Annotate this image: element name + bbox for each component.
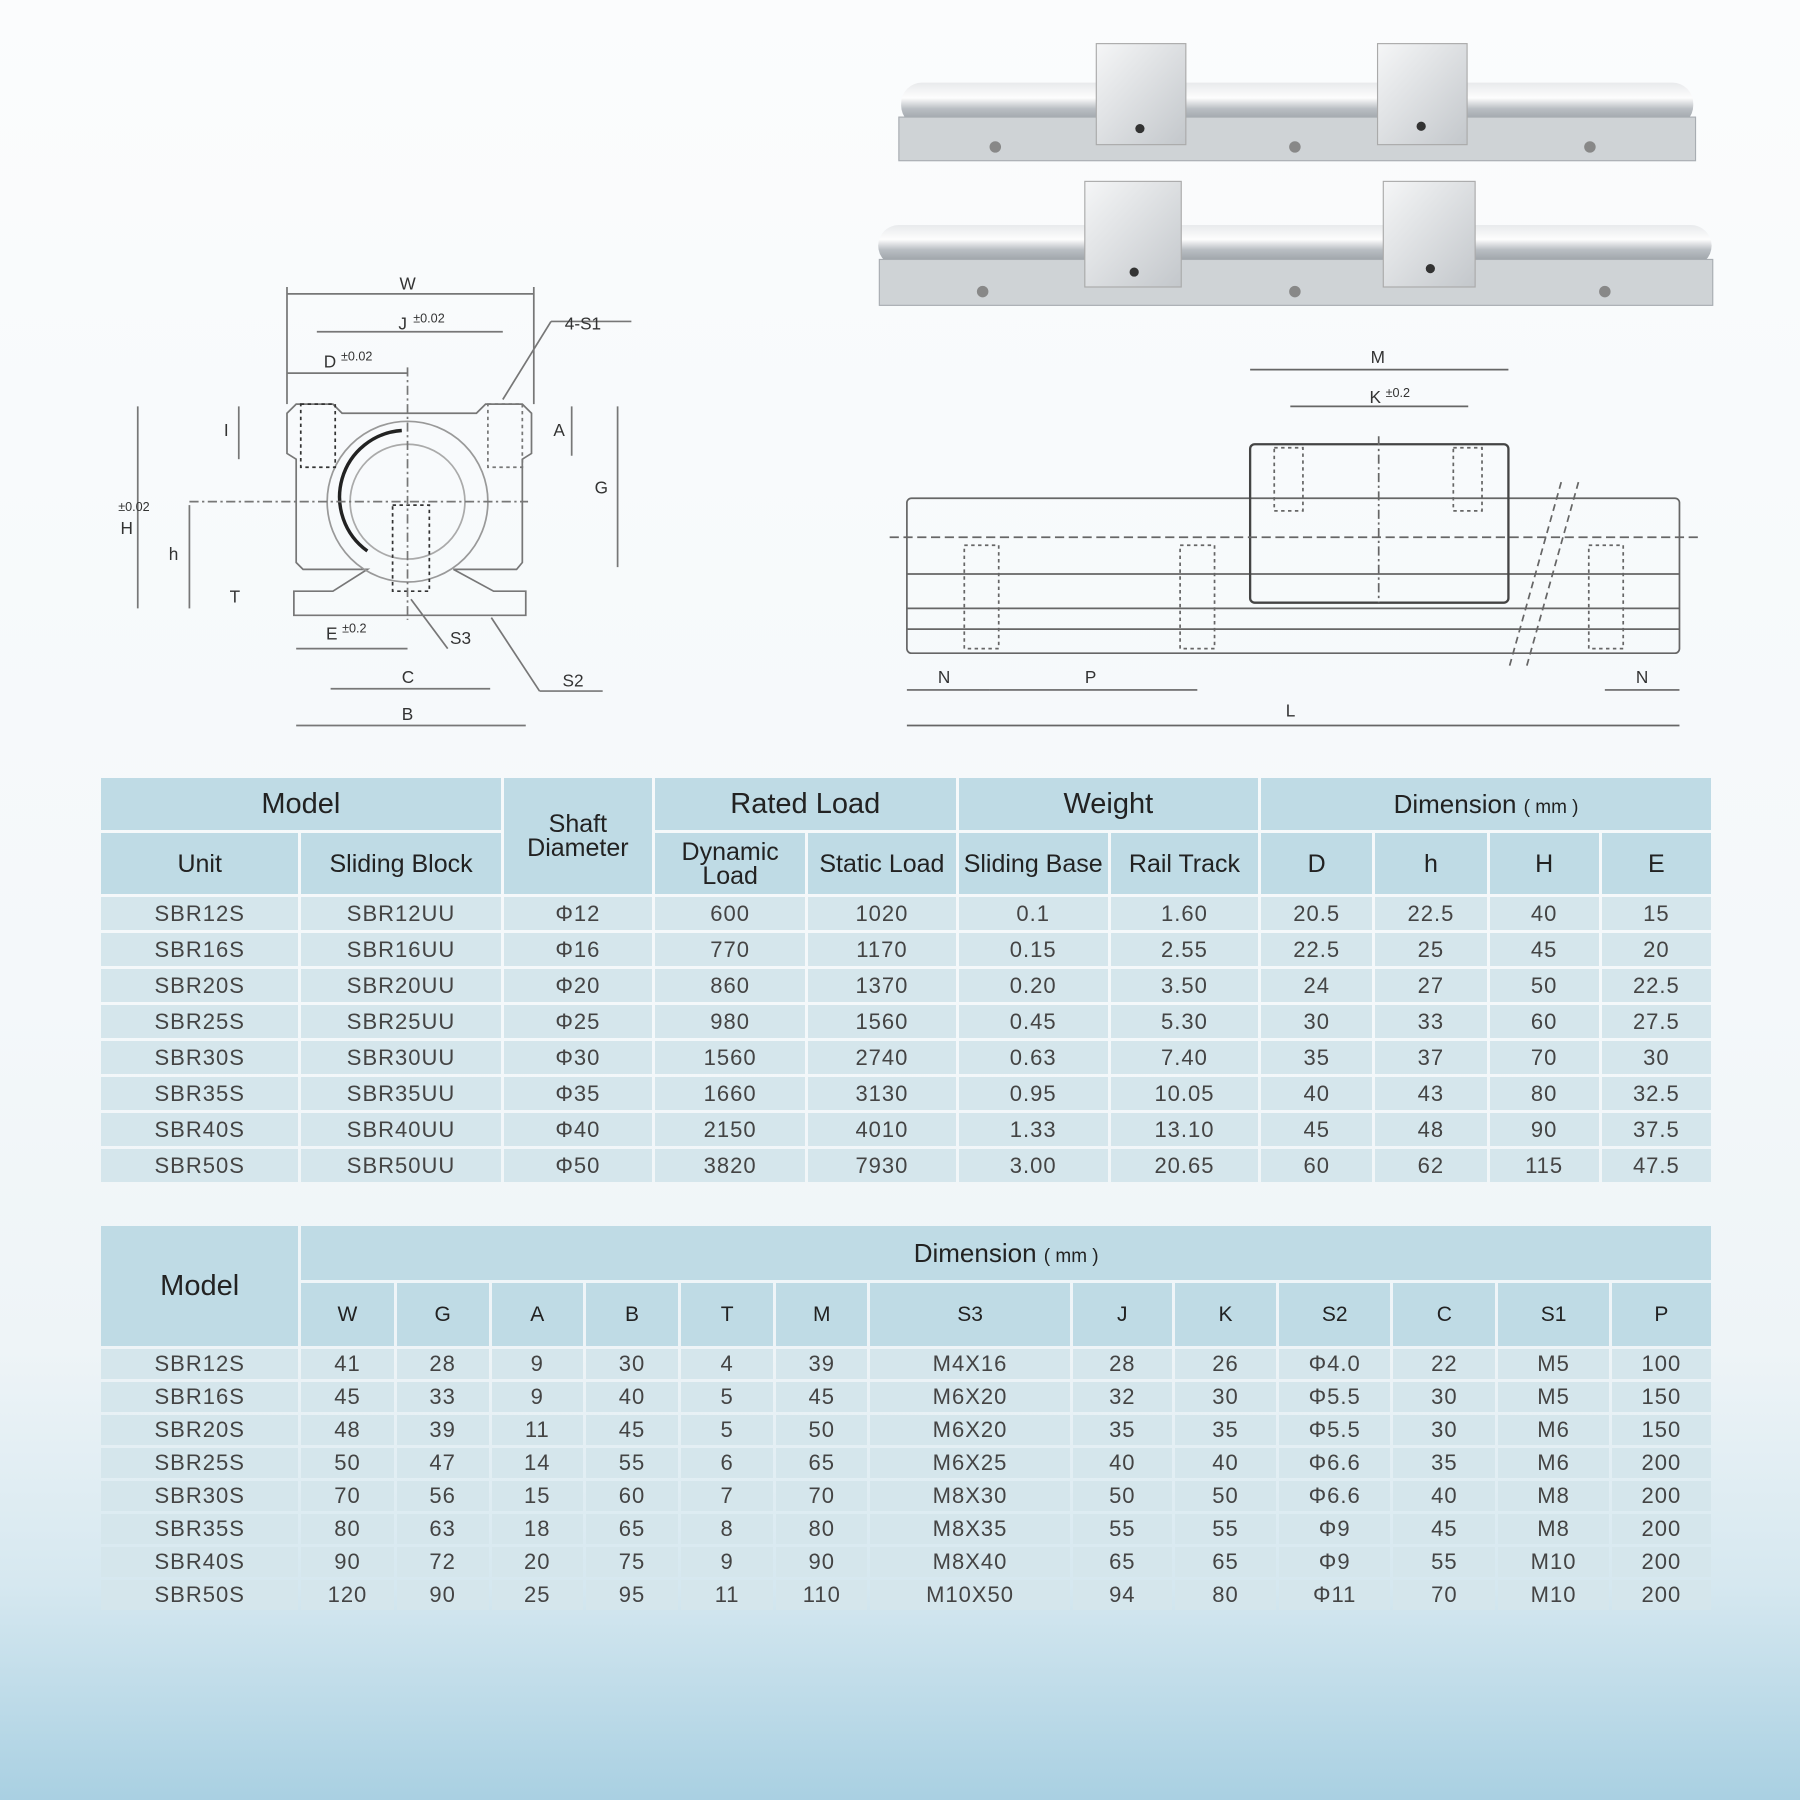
subheader-unit: Unit xyxy=(101,833,298,894)
svg-text:L: L xyxy=(1285,700,1296,721)
table-row xyxy=(101,1349,1711,1379)
table-cell: 150 xyxy=(1612,1382,1711,1412)
table-cell: 37.5 xyxy=(1602,1113,1711,1146)
table-cell: 28 xyxy=(1073,1349,1172,1379)
svg-text:A: A xyxy=(553,420,565,441)
table-cell: 8 xyxy=(681,1514,773,1544)
table-cell: SBR35S xyxy=(101,1514,298,1544)
table-cell: 980 xyxy=(655,1005,805,1038)
table-cell: 40 xyxy=(1175,1448,1276,1478)
table-cell: M8X30 xyxy=(870,1481,1069,1511)
table-cell: 43 xyxy=(1375,1077,1486,1110)
table-cell: 22.5 xyxy=(1375,897,1486,930)
table-cell: Φ5.5 xyxy=(1279,1415,1390,1445)
rail-assembly-bottom xyxy=(878,181,1713,305)
subheader-s3: S3 xyxy=(870,1283,1069,1346)
table-cell: SBR20S xyxy=(101,969,298,1002)
table-cell: SBR35S xyxy=(101,1077,298,1110)
table-cell: 200 xyxy=(1612,1514,1711,1544)
table-cell: 80 xyxy=(1175,1580,1276,1610)
table-cell: 3820 xyxy=(655,1149,805,1182)
table-cell: 72 xyxy=(397,1547,489,1577)
table-cell: 30 xyxy=(1393,1382,1495,1412)
table-cell: 1020 xyxy=(808,897,955,930)
table-cell: 26 xyxy=(1175,1349,1276,1379)
table-cell: 200 xyxy=(1612,1481,1711,1511)
table-cell: M8 xyxy=(1498,1514,1608,1544)
table-cell: 80 xyxy=(301,1514,393,1544)
subheader-s2: S2 xyxy=(1279,1283,1390,1346)
table-cell: 600 xyxy=(655,897,805,930)
subheader-h: H xyxy=(1490,833,1599,894)
svg-text:P: P xyxy=(1084,667,1097,688)
table-cell: 39 xyxy=(397,1415,489,1445)
subheader-b: B xyxy=(586,1283,678,1346)
table-cell: 60 xyxy=(1261,1149,1372,1182)
dimension-unit: ( mm ) xyxy=(1523,796,1579,818)
table-cell: M5 xyxy=(1498,1349,1608,1379)
table-cell: 50 xyxy=(301,1448,393,1478)
subheader-sliding-block: Sliding Block xyxy=(301,833,500,894)
table-cell: 40 xyxy=(1261,1077,1372,1110)
subheader-t: T xyxy=(681,1283,773,1346)
header-shaft-diameter: Shaft Diameter xyxy=(504,778,652,894)
svg-text:±0.2: ±0.2 xyxy=(1385,386,1411,401)
table-cell: M6 xyxy=(1498,1448,1608,1478)
header-dimension xyxy=(301,1226,1711,1280)
table-cell: 45 xyxy=(1393,1514,1495,1544)
table-cell: 27 xyxy=(1375,969,1486,1002)
table-cell: SBR12S xyxy=(101,1349,298,1379)
subheader-j: J xyxy=(1073,1283,1172,1346)
table-row xyxy=(101,1149,1711,1182)
table-cell: 33 xyxy=(1375,1005,1486,1038)
table-cell: 47 xyxy=(397,1448,489,1478)
table-cell: 22.5 xyxy=(1261,933,1372,966)
svg-text:N: N xyxy=(1635,667,1649,688)
subheader-w: W xyxy=(301,1283,393,1346)
table-cell: 35 xyxy=(1073,1415,1172,1445)
subheader-m: M xyxy=(776,1283,867,1346)
table-cell: 95 xyxy=(586,1580,678,1610)
table-cell: 60 xyxy=(586,1481,678,1511)
table-cell: SBR30S xyxy=(101,1041,298,1074)
svg-text:H: H xyxy=(120,517,133,538)
table-cell: SBR20S xyxy=(101,1415,298,1445)
table-cell: 3130 xyxy=(808,1077,955,1110)
table-cell: 6 xyxy=(681,1448,773,1478)
subheader-k: K xyxy=(1175,1283,1276,1346)
table-cell: 55 xyxy=(1175,1514,1276,1544)
table-cell: 13.10 xyxy=(1111,1113,1258,1146)
table-cell: 50 xyxy=(1073,1481,1172,1511)
table-cell: 0.1 xyxy=(959,897,1108,930)
table-cell: 14 xyxy=(492,1448,583,1478)
table-cell: 18 xyxy=(492,1514,583,1544)
table-cell: SBR40S xyxy=(101,1547,298,1577)
table-cell: 770 xyxy=(655,933,805,966)
table-cell: 200 xyxy=(1612,1580,1711,1610)
table-cell: 1.33 xyxy=(959,1113,1108,1146)
table-cell: 24 xyxy=(1261,969,1372,1002)
table-cell: 33 xyxy=(397,1382,489,1412)
dimension-unit: ( mm ) xyxy=(1043,1245,1099,1267)
table-cell: 2740 xyxy=(808,1041,955,1074)
svg-text:±0.02: ±0.02 xyxy=(118,499,150,514)
table-row xyxy=(101,1580,1711,1610)
table-cell: 35 xyxy=(1261,1041,1372,1074)
table-cell: 860 xyxy=(655,969,805,1002)
table-cell: 2150 xyxy=(655,1113,805,1146)
table-cell: 7.40 xyxy=(1111,1041,1258,1074)
table-cell: 40 xyxy=(1073,1448,1172,1478)
svg-text:N: N xyxy=(937,667,951,688)
table-cell: M6X25 xyxy=(870,1448,1069,1478)
svg-text:±0.02: ±0.02 xyxy=(340,349,373,364)
table-cell: 56 xyxy=(397,1481,489,1511)
table-cell: M6X20 xyxy=(870,1415,1069,1445)
subheader-static-load: Static Load xyxy=(808,833,955,894)
table-cell: 0.45 xyxy=(959,1005,1108,1038)
dimension-label: Dimension xyxy=(1393,788,1517,819)
dimension-label: Dimension xyxy=(913,1237,1037,1268)
table-cell: M8 xyxy=(1498,1481,1608,1511)
subheader-rail-track: Rail Track xyxy=(1111,833,1258,894)
table-cell: Φ9 xyxy=(1279,1514,1390,1544)
table-cell: 41 xyxy=(301,1349,393,1379)
table-cell: 45 xyxy=(301,1382,393,1412)
header-model: Model xyxy=(101,778,501,830)
table-cell: Φ5.5 xyxy=(1279,1382,1390,1412)
table-row xyxy=(101,1415,1711,1445)
table-cell: 0.15 xyxy=(959,933,1108,966)
table-cell: M8X40 xyxy=(870,1547,1069,1577)
table-cell: 10.05 xyxy=(1111,1077,1258,1110)
table-cell: 9 xyxy=(492,1349,583,1379)
subheader-e: E xyxy=(1602,833,1711,894)
table-cell: SBR50S xyxy=(101,1149,298,1182)
table-cell: M10X50 xyxy=(870,1580,1069,1610)
rail-assembly-top xyxy=(899,44,1696,161)
table-cell: Φ11 xyxy=(1279,1580,1390,1610)
subheader-a: A xyxy=(492,1283,583,1346)
table-cell: 22 xyxy=(1393,1349,1495,1379)
table-cell: 9 xyxy=(681,1547,773,1577)
table-cell: Φ20 xyxy=(504,969,652,1002)
table-cell: Φ4.0 xyxy=(1279,1349,1390,1379)
table-cell: 32 xyxy=(1073,1382,1172,1412)
table-cell: SBR40UU xyxy=(301,1113,500,1146)
table-cell: 4 xyxy=(681,1349,773,1379)
table-cell: 90 xyxy=(776,1547,867,1577)
table-cell: 94 xyxy=(1073,1580,1172,1610)
table-cell: SBR12S xyxy=(101,897,298,930)
header-dimension xyxy=(1261,778,1711,830)
table-cell: 90 xyxy=(397,1580,489,1610)
table-cell: 1170 xyxy=(808,933,955,966)
table-cell: M8X35 xyxy=(870,1514,1069,1544)
table-cell: 28 xyxy=(397,1349,489,1379)
table-row xyxy=(101,1005,1711,1038)
svg-text:K: K xyxy=(1369,386,1381,407)
table-cell: Φ50 xyxy=(504,1149,652,1182)
table-cell: SBR40S xyxy=(101,1113,298,1146)
svg-text:±0.02: ±0.02 xyxy=(413,311,445,326)
table-cell: 7930 xyxy=(808,1149,955,1182)
table-cell: 3.00 xyxy=(959,1149,1108,1182)
svg-text:±0.2: ±0.2 xyxy=(342,621,367,636)
table-cell: 60 xyxy=(1490,1005,1599,1038)
table-cell: 15 xyxy=(1602,897,1711,930)
table-cell: 65 xyxy=(1175,1547,1276,1577)
table-cell: 30 xyxy=(1261,1005,1372,1038)
table-cell: 65 xyxy=(776,1448,867,1478)
table-cell: 48 xyxy=(1375,1113,1486,1146)
table-cell: 45 xyxy=(776,1382,867,1412)
table-cell: M5 xyxy=(1498,1382,1608,1412)
table-cell: Φ25 xyxy=(504,1005,652,1038)
table-cell: 50 xyxy=(1490,969,1599,1002)
subheader-c: C xyxy=(1393,1283,1495,1346)
load-weight-table xyxy=(98,775,1714,1185)
table-cell: 15 xyxy=(492,1481,583,1511)
table-cell: 0.95 xyxy=(959,1077,1108,1110)
table-cell: 20.5 xyxy=(1261,897,1372,930)
table-cell: 35 xyxy=(1175,1415,1276,1445)
table-cell: 70 xyxy=(1490,1041,1599,1074)
table-cell: 11 xyxy=(681,1580,773,1610)
subheader-p: P xyxy=(1612,1283,1711,1346)
table-cell: 63 xyxy=(397,1514,489,1544)
table-row xyxy=(101,1514,1711,1544)
table-cell: 1.60 xyxy=(1111,897,1258,930)
svg-text:M: M xyxy=(1370,346,1386,367)
table-cell: 55 xyxy=(586,1448,678,1478)
subheader-g: G xyxy=(397,1283,489,1346)
svg-text:4-S1: 4-S1 xyxy=(564,313,602,334)
table-cell: Φ6.6 xyxy=(1279,1448,1390,1478)
table-cell: 2.55 xyxy=(1111,933,1258,966)
table-cell: 4010 xyxy=(808,1113,955,1146)
table-cell: 115 xyxy=(1490,1149,1599,1182)
table-cell: 55 xyxy=(1393,1547,1495,1577)
svg-text:h: h xyxy=(168,544,179,565)
table-cell: SBR16S xyxy=(101,933,298,966)
table-cell: 100 xyxy=(1612,1349,1711,1379)
table-cell: 27.5 xyxy=(1602,1005,1711,1038)
svg-text:T: T xyxy=(229,586,241,607)
table-cell: 1560 xyxy=(808,1005,955,1038)
table-row xyxy=(101,1382,1711,1412)
table-cell: SBR16S xyxy=(101,1382,298,1412)
table-cell: 200 xyxy=(1612,1547,1711,1577)
svg-text:B: B xyxy=(401,703,414,724)
table-cell: 45 xyxy=(1261,1113,1372,1146)
table-cell: 75 xyxy=(586,1547,678,1577)
table-cell: 30 xyxy=(586,1349,678,1379)
table-row xyxy=(101,1077,1711,1110)
table-cell: 7 xyxy=(681,1481,773,1511)
table-cell: 70 xyxy=(301,1481,393,1511)
table-cell: 48 xyxy=(301,1415,393,1445)
table-cell: 20 xyxy=(492,1547,583,1577)
table-cell: Φ12 xyxy=(504,897,652,930)
table-cell: SBR25UU xyxy=(301,1005,500,1038)
table-cell: M6 xyxy=(1498,1415,1608,1445)
table-row xyxy=(101,969,1711,1002)
table-cell: 30 xyxy=(1393,1415,1495,1445)
table-cell: 3.50 xyxy=(1111,969,1258,1002)
side-view-labels xyxy=(938,347,1648,721)
table-cell: 37 xyxy=(1375,1041,1486,1074)
table-row xyxy=(101,1041,1711,1074)
table-cell: SBR20UU xyxy=(301,969,500,1002)
table-cell: 120 xyxy=(301,1580,393,1610)
table-cell: M4X16 xyxy=(870,1349,1069,1379)
table-cell: 55 xyxy=(1073,1514,1172,1544)
table-cell: SBR12UU xyxy=(301,897,500,930)
table-cell: Φ6.6 xyxy=(1279,1481,1390,1511)
svg-text:S2: S2 xyxy=(562,670,584,691)
table-cell: 150 xyxy=(1612,1415,1711,1445)
table-cell: SBR16UU xyxy=(301,933,500,966)
table-cell: 50 xyxy=(776,1415,867,1445)
subheader-sliding-base: Sliding Base xyxy=(959,833,1108,894)
header-model: Model xyxy=(101,1226,298,1346)
table-cell: SBR25S xyxy=(101,1448,298,1478)
table-cell: 65 xyxy=(586,1514,678,1544)
table-cell: 35 xyxy=(1393,1448,1495,1478)
table-cell: SBR50S xyxy=(101,1580,298,1610)
subheader-d: D xyxy=(1261,833,1372,894)
table-cell: 11 xyxy=(492,1415,583,1445)
table-row xyxy=(101,1448,1711,1478)
svg-text:D: D xyxy=(323,351,337,372)
header-rated-load: Rated Load xyxy=(655,778,956,830)
table-cell: 25 xyxy=(1375,933,1486,966)
svg-text:C: C xyxy=(401,667,415,688)
product-photo xyxy=(878,44,1713,306)
table-cell: 5 xyxy=(681,1382,773,1412)
table-row xyxy=(101,933,1711,966)
svg-text:E: E xyxy=(326,623,338,644)
table-row xyxy=(101,1547,1711,1577)
table-cell: Φ16 xyxy=(504,933,652,966)
table-cell: 20 xyxy=(1602,933,1711,966)
table-cell: Φ40 xyxy=(504,1113,652,1146)
svg-text:J: J xyxy=(398,313,407,334)
table-cell: 45 xyxy=(1490,933,1599,966)
table-cell: 1560 xyxy=(655,1041,805,1074)
table-cell: 32.5 xyxy=(1602,1077,1711,1110)
table-cell: 62 xyxy=(1375,1149,1486,1182)
table-cell: SBR30S xyxy=(101,1481,298,1511)
table-cell: M10 xyxy=(1498,1547,1608,1577)
subheader-s1: S1 xyxy=(1498,1283,1608,1346)
table-cell: 9 xyxy=(492,1382,583,1412)
table-cell: 70 xyxy=(776,1481,867,1511)
table-cell: 40 xyxy=(1490,897,1599,930)
table-cell: 47.5 xyxy=(1602,1149,1711,1182)
table-cell: SBR50UU xyxy=(301,1149,500,1182)
table-cell: M6X20 xyxy=(870,1382,1069,1412)
table-cell: 50 xyxy=(1175,1481,1276,1511)
table-cell: 0.20 xyxy=(959,969,1108,1002)
table-cell: 70 xyxy=(1393,1580,1495,1610)
cross-section-drawing xyxy=(138,287,632,726)
table-cell: 200 xyxy=(1612,1448,1711,1478)
table-cell: SBR35UU xyxy=(301,1077,500,1110)
table-cell: Φ35 xyxy=(504,1077,652,1110)
svg-text:G: G xyxy=(594,477,609,498)
table-cell: 1660 xyxy=(655,1077,805,1110)
table-cell: 110 xyxy=(776,1580,867,1610)
side-view-drawing xyxy=(890,370,1699,726)
table-cell: SBR30UU xyxy=(301,1041,500,1074)
table-cell: 1370 xyxy=(808,969,955,1002)
table-cell: 0.63 xyxy=(959,1041,1108,1074)
header-weight: Weight xyxy=(959,778,1259,830)
svg-text:S3: S3 xyxy=(450,628,472,649)
subheader-dynamic-load: Dynamic Load xyxy=(655,833,805,894)
subheader-h: h xyxy=(1375,833,1486,894)
table-cell: 90 xyxy=(1490,1113,1599,1146)
table-row xyxy=(101,1113,1711,1146)
table-cell: 30 xyxy=(1602,1041,1711,1074)
table-cell: 22.5 xyxy=(1602,969,1711,1002)
table-row xyxy=(101,1481,1711,1511)
table-cell: 5 xyxy=(681,1415,773,1445)
dimension-table xyxy=(98,1223,1714,1613)
table-cell: SBR25S xyxy=(101,1005,298,1038)
table-cell: 80 xyxy=(776,1514,867,1544)
svg-text:W: W xyxy=(399,273,416,294)
table-cell: 80 xyxy=(1490,1077,1599,1110)
table-cell: 90 xyxy=(301,1547,393,1577)
table-cell: 39 xyxy=(776,1349,867,1379)
table-cell: 40 xyxy=(586,1382,678,1412)
svg-text:I: I xyxy=(223,420,229,441)
table-cell: Φ9 xyxy=(1279,1547,1390,1577)
table-cell: 20.65 xyxy=(1111,1149,1258,1182)
table-cell: 65 xyxy=(1073,1547,1172,1577)
table-cell: 25 xyxy=(492,1580,583,1610)
table-row xyxy=(101,897,1711,930)
table-cell: 45 xyxy=(586,1415,678,1445)
table-cell: M10 xyxy=(1498,1580,1608,1610)
table-cell: 5.30 xyxy=(1111,1005,1258,1038)
table-cell: Φ30 xyxy=(504,1041,652,1074)
table-cell: 40 xyxy=(1393,1481,1495,1511)
table-cell: 30 xyxy=(1175,1382,1276,1412)
